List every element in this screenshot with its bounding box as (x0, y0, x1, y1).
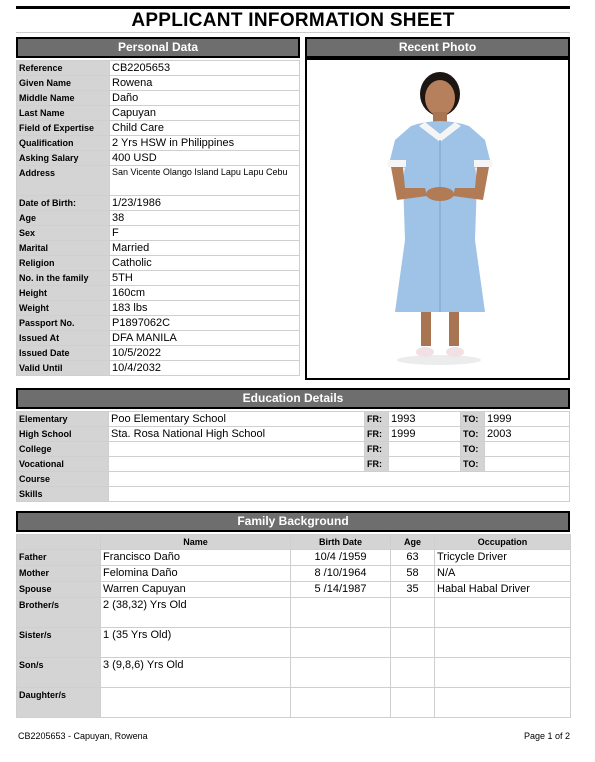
family-column-header: Birth Date (291, 535, 391, 550)
sheet-title: APPLICANT INFORMATION SHEET (16, 6, 570, 32)
personal-row (17, 196, 300, 211)
family-column-header: Name (101, 535, 291, 550)
family-row (17, 658, 571, 688)
member-birth-date: 10/4 /1959 (291, 550, 391, 566)
field-value: 10/5/2022 (110, 346, 300, 361)
from-year: 1999 (389, 427, 461, 442)
education-row (17, 472, 570, 487)
field-label: Date of Birth: (17, 196, 110, 211)
member-name: Felomina Daño (101, 566, 291, 582)
footer-page-number: Page 1 of 2 (523, 731, 570, 741)
from-year: 1993 (389, 412, 461, 427)
field-value: Daño (110, 91, 300, 106)
field-value: 183 lbs (110, 301, 300, 316)
family-row (17, 598, 571, 628)
field-value: Capuyan (110, 106, 300, 121)
recent-photo-header: Recent Photo (305, 37, 570, 58)
personal-row (17, 91, 300, 106)
personal-data-header: Personal Data (16, 37, 300, 58)
personal-row (17, 226, 300, 241)
education-extra-value (109, 472, 570, 487)
member-occupation (435, 658, 571, 688)
field-label: Height (17, 286, 110, 301)
personal-row (17, 241, 300, 256)
to-label: TO: (461, 427, 485, 442)
school-name (109, 457, 365, 472)
member-occupation (435, 688, 571, 718)
family-row (17, 550, 571, 566)
school-name: Poo Elementary School (109, 412, 365, 427)
member-age: 63 (391, 550, 435, 566)
from-label: FR: (365, 442, 389, 457)
to-year: 2003 (485, 427, 570, 442)
family-table (16, 534, 571, 718)
member-birth-date (291, 598, 391, 628)
member-birth-date: 8 /10/1964 (291, 566, 391, 582)
personal-row (17, 286, 300, 301)
field-label: Reference (17, 61, 110, 76)
relation-label: Son/s (17, 658, 101, 688)
member-age (391, 628, 435, 658)
education-row (17, 412, 570, 427)
education-level-label: College (17, 442, 109, 457)
personal-row (17, 301, 300, 316)
to-year: 1999 (485, 412, 570, 427)
field-label: Passport No. (17, 316, 110, 331)
to-year (485, 457, 570, 472)
field-value: 5TH (110, 271, 300, 286)
member-occupation (435, 598, 571, 628)
personal-row (17, 316, 300, 331)
field-label: Issued Date (17, 346, 110, 361)
to-label: TO: (461, 412, 485, 427)
member-age (391, 658, 435, 688)
member-age: 35 (391, 582, 435, 598)
member-name: Warren Capuyan (101, 582, 291, 598)
education-level-label: Vocational (17, 457, 109, 472)
footer-reference: CB2205653 - Capuyan, Rowena (18, 731, 148, 741)
family-column-header: Age (391, 535, 435, 550)
personal-row (17, 166, 300, 196)
field-label: Middle Name (17, 91, 110, 106)
family-column-header: Occupation (435, 535, 571, 550)
family-row (17, 628, 571, 658)
family-row (17, 566, 571, 582)
field-value: DFA MANILA (110, 331, 300, 346)
school-name: Sta. Rosa National High School (109, 427, 365, 442)
field-label: Religion (17, 256, 110, 271)
to-year (485, 442, 570, 457)
education-level-label: High School (17, 427, 109, 442)
to-label: TO: (461, 442, 485, 457)
education-level-label: Elementary (17, 412, 109, 427)
member-name: Francisco Daño (101, 550, 291, 566)
member-birth-date: 5 /14/1987 (291, 582, 391, 598)
relation-label: Daughter/s (17, 688, 101, 718)
personal-row (17, 106, 300, 121)
field-value: 38 (110, 211, 300, 226)
from-label: FR: (365, 457, 389, 472)
education-extra-label: Course (17, 472, 109, 487)
member-occupation (435, 628, 571, 658)
field-label: Sex (17, 226, 110, 241)
field-value: 2 Yrs HSW in Philippines (110, 136, 300, 151)
member-occupation: N/A (435, 566, 571, 582)
education-row (17, 457, 570, 472)
family-row (17, 688, 571, 718)
family-header: Family Background (16, 511, 570, 532)
education-row (17, 487, 570, 502)
member-age: 58 (391, 566, 435, 582)
member-occupation: Tricycle Driver (435, 550, 571, 566)
field-value: 400 USD (110, 151, 300, 166)
field-value: 160cm (110, 286, 300, 301)
family-row (17, 582, 571, 598)
personal-row (17, 151, 300, 166)
personal-row (17, 211, 300, 226)
member-name: 1 (35 Yrs Old) (101, 628, 291, 658)
personal-row (17, 136, 300, 151)
from-label: FR: (365, 427, 389, 442)
personal-row (17, 331, 300, 346)
family-header-blank (17, 535, 101, 550)
field-value: 1/23/1986 (110, 196, 300, 211)
member-birth-date (291, 658, 391, 688)
education-row (17, 442, 570, 457)
relation-label: Sister/s (17, 628, 101, 658)
relation-label: Brother/s (17, 598, 101, 628)
personal-data-table (16, 60, 300, 376)
education-table (16, 411, 570, 502)
field-value: Catholic (110, 256, 300, 271)
field-label: Last Name (17, 106, 110, 121)
field-value: F (110, 226, 300, 241)
education-row (17, 427, 570, 442)
field-value: Married (110, 241, 300, 256)
field-label: Qualification (17, 136, 110, 151)
relation-label: Mother (17, 566, 101, 582)
member-age (391, 688, 435, 718)
from-year (389, 457, 461, 472)
from-year (389, 442, 461, 457)
school-name (109, 442, 365, 457)
applicant-photo (305, 58, 570, 380)
field-value: P1897062C (110, 316, 300, 331)
personal-row (17, 61, 300, 76)
field-label: Issued At (17, 331, 110, 346)
field-label: Marital (17, 241, 110, 256)
education-header: Education Details (16, 388, 570, 409)
from-label: FR: (365, 412, 389, 427)
field-label: Age (17, 211, 110, 226)
field-label: Field of Expertise (17, 121, 110, 136)
personal-row (17, 121, 300, 136)
field-value: CB2205653 (110, 61, 300, 76)
education-extra-label: Skills (17, 487, 109, 502)
field-label: Weight (17, 301, 110, 316)
personal-row (17, 76, 300, 91)
field-label: Address (17, 166, 110, 196)
member-name (101, 688, 291, 718)
personal-row (17, 271, 300, 286)
field-value: 10/4/2032 (110, 361, 300, 376)
field-value: Rowena (110, 76, 300, 91)
field-value: Child Care (110, 121, 300, 136)
relation-label: Spouse (17, 582, 101, 598)
member-occupation: Habal Habal Driver (435, 582, 571, 598)
member-birth-date (291, 688, 391, 718)
member-birth-date (291, 628, 391, 658)
relation-label: Father (17, 550, 101, 566)
field-value: San Vicente Olango Island Lapu Lapu Cebu (110, 166, 300, 196)
personal-row (17, 361, 300, 376)
member-name: 2 (38,32) Yrs Old (101, 598, 291, 628)
field-label: Asking Salary (17, 151, 110, 166)
personal-row (17, 346, 300, 361)
field-label: Valid Until (17, 361, 110, 376)
personal-row (17, 256, 300, 271)
field-label: Given Name (17, 76, 110, 91)
member-age (391, 598, 435, 628)
field-label: No. in the family (17, 271, 110, 286)
education-extra-value (109, 487, 570, 502)
member-name: 3 (9,8,6) Yrs Old (101, 658, 291, 688)
to-label: TO: (461, 457, 485, 472)
